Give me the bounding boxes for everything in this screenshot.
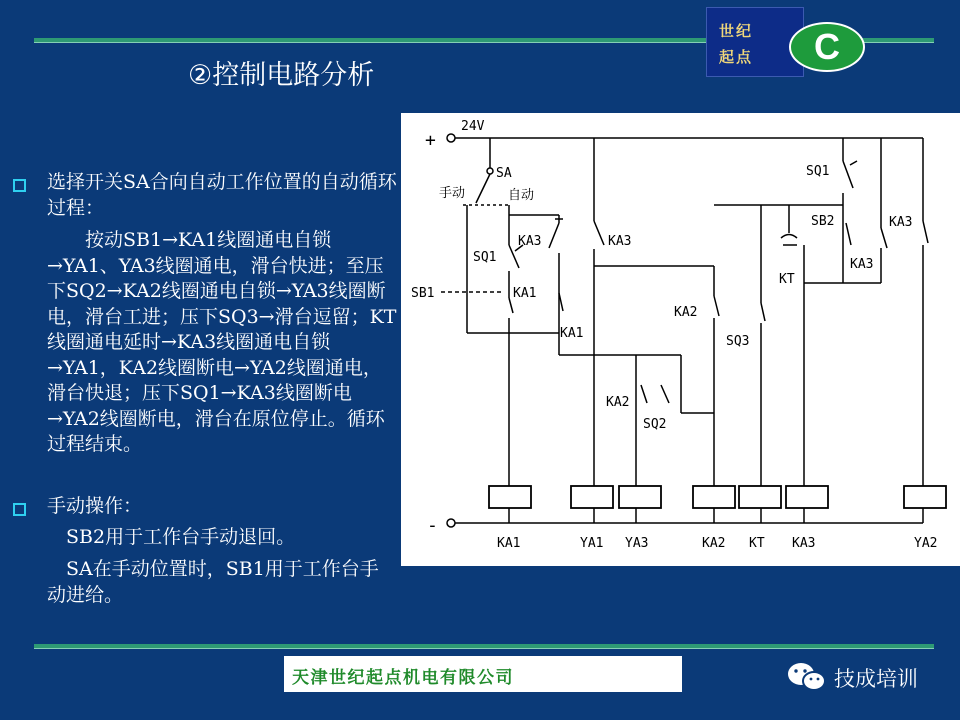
ka2-contact-label: KA2 [674,305,698,320]
positive-terminal-label: + [425,130,436,151]
ka1-coil [489,486,531,508]
sq2-label: SQ2 [643,417,667,432]
ka2-coil [693,486,735,508]
coil-label-ya1: YA1 [580,536,604,551]
negative-terminal [447,519,455,527]
ka3-contact-label: KA3 [608,234,632,249]
coil-label-ka2: KA2 [702,536,726,551]
sa-selector-contact [487,168,493,174]
ka3-self-lock-label: KA3 [518,234,542,249]
negative-terminal-label: - [427,515,438,536]
brand-name: 技成培训 [834,667,918,691]
sb2-label: SB2 [811,214,835,229]
sq1-right-label: SQ1 [806,164,830,179]
coil-label-kt: KT [749,536,765,551]
kt-coil [739,486,781,508]
auto-position-label: 自动 [508,188,535,203]
ya2-coil [904,486,946,508]
paragraph-auto-mode: 选择开关SA合向自动工作位置的自动循环过程： [47,171,397,219]
ya1-coil [571,486,613,508]
ka1-contact-label: KA1 [513,286,537,301]
paragraph-sb2: SB2用于工作台手动退回。 [47,526,296,548]
ka3-ya2-label: KA3 [889,215,913,230]
paragraph-sa-manual: SA在手动位置时，SB1用于工作台手动进给。 [47,558,379,606]
coil-label-ya2: YA2 [914,536,938,551]
sq1-left-label: SQ1 [473,250,497,265]
coil-label-ya3: YA3 [625,536,649,551]
ka1-lower-label: KA1 [560,326,584,341]
sq3-label: SQ3 [726,334,750,349]
logo-c-emblem: C [789,22,865,72]
company-name: 天津世纪起点机电有限公司 [292,668,514,688]
logo-text-line2: 起点 [719,48,754,66]
coil-label-ka3: KA3 [792,536,816,551]
positive-terminal [447,134,455,142]
bullet-square-icon [13,179,26,192]
company-banner [284,656,682,692]
coil-label-ka1: KA1 [497,536,521,551]
sa-label: SA [496,166,512,181]
logo-text-line1: 世纪 [719,22,754,40]
ka3-coil [786,486,828,508]
ka2-lower-label: KA2 [606,395,630,410]
ya3-coil [619,486,661,508]
manual-position-label: 手动 [439,186,466,201]
ka3-right-label: KA3 [850,257,874,272]
slide-title: ②控制电路分析 [188,60,375,91]
paragraph-manual-heading: 手动操作： [47,495,143,517]
circuit-diagram [401,113,960,566]
kt-contact-label: KT [779,272,795,287]
supply-voltage-label: 24V [461,119,485,134]
sb1-label: SB1 [411,286,435,301]
paragraph-auto-cycle: 按动SB1→KA1线圈通电自锁→YA1、YA3线圈通电，滑台快进；至压下SQ2→KA2线圈通电自锁→YA3线圈断电，滑台工进；压下SQ3→滑台逗留；KT线圈通电延时→KA3线圈通电自锁→YA1，KA2线圈断电→YA2线圈通电，滑台快退；压下SQ1→KA3线圈断电→YA2线圈断电，滑台在原位停止。循环过程结束。 [47,229,397,455]
wechat-icon [786,660,828,694]
bottom-divider [34,644,934,649]
bullet-square-icon [13,503,26,516]
